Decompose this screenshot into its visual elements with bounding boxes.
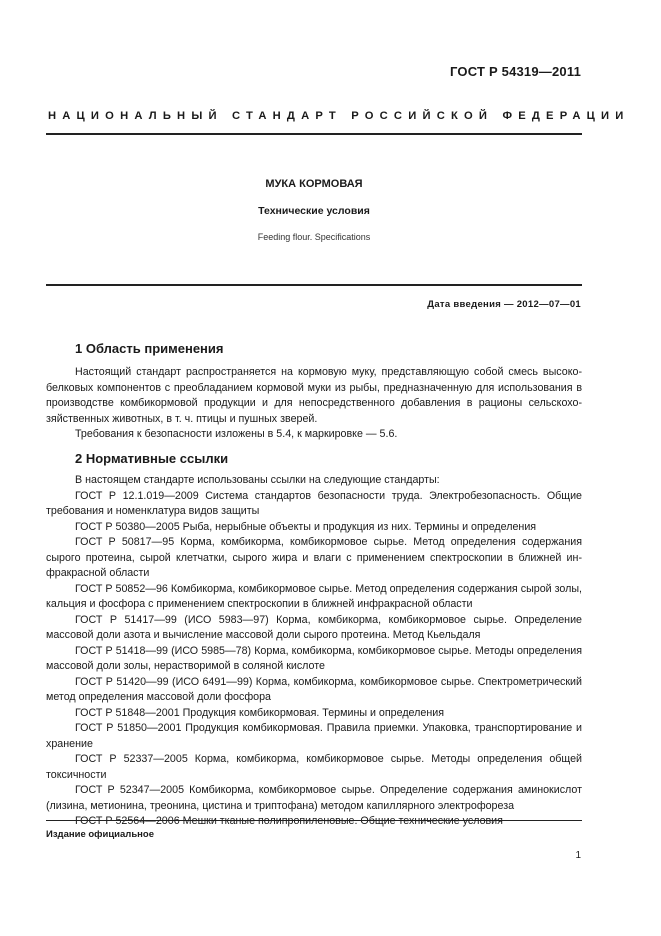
- reference-item: ГОСТ Р 51848—2001 Продукция комбикормовая. Термины и определения: [75, 706, 444, 719]
- footer-divider: [46, 820, 582, 821]
- official-publication-label: Издание официальное: [46, 829, 154, 840]
- reference-item: ГОСТ Р 51850—2001 Продукция комбикормовая. Правила приемки. Упаковка, транспортирование и хранение: [46, 722, 582, 750]
- reference-item: ГОСТ Р 52347—2005 Комбикорма, комбикормовое сырье. Определение содержания аминокислот (лизина, метионина, треонина, цистина и триптофана) методом капиллярного электрофореза: [46, 784, 582, 812]
- national-standard-banner: НАЦИОНАЛЬНЫЙ СТАНДАРТ РОССИЙСКОЙ ФЕДЕРАЦИИ: [48, 110, 630, 122]
- document-title: МУКА КОРМОВАЯ: [265, 178, 363, 190]
- paragraph: Настоящий стандарт распространяется на кормовую муку, представляющую собой смесь высокобелковых компонентов с преобладанием кормовой муки из рыбы, предназначенную для использования в производстве комбикормовой продукции и для непосредственного добавления в рационы сельскохозяйственных животных, в т. ч. птицы и пушных зверей.: [46, 366, 582, 425]
- reference-item: ГОСТ Р 12.1.019—2009 Система стандартов безопасности труда. Электробезопасность. Общие требования и номенклатура видов защиты: [46, 489, 582, 517]
- header-divider: [46, 133, 582, 135]
- reference-item: ГОСТ Р 50817—95 Корма, комбикорма, комбикормовое сырье. Метод определения содержания сырого протеина, сырой клетчатки, сырого жира и влаги с применением спектроскопии в ближней инфракрасной области: [46, 536, 582, 579]
- reference-item: ГОСТ Р 52337—2005 Корма, комбикорма, комбикормовое сырье. Методы определения общей токсичности: [46, 753, 582, 781]
- introduction-date: Дата введения — 2012—07—01: [427, 299, 581, 310]
- reference-item: ГОСТ Р 51418—99 (ИСО 5985—78) Корма, комбикорма, комбикормовое сырье. Методы определения массовой доли золы, нерастворимой в соляной кислоте: [46, 644, 582, 672]
- paragraph: В настоящем стандарте использованы ссылки на следующие стандарты:: [75, 474, 440, 486]
- reference-item: ГОСТ Р 50380—2005 Рыба, нерыбные объекты и продукция из них. Термины и определения: [75, 520, 537, 533]
- section-1-heading: 1 Область применения: [75, 341, 224, 356]
- english-title: Feeding flour. Specifications: [257, 232, 371, 242]
- section-2-body: [46, 473, 582, 830]
- reference-item: ГОСТ Р 51417—99 (ИСО 5983—97) Корма, комбикорма, комбикормовое сырье. Определение массовой доли азота и вычисление массовой доли сырого протеина. Метод Кьельдаля: [46, 613, 582, 641]
- reference-item: ГОСТ Р 52564—2006 Мешки тканые полипропиленовые. Общие технические условия: [75, 815, 503, 827]
- reference-item: ГОСТ Р 51420—99 (ИСО 6491—99) Корма, комбикорма, комбикормовое сырье. Спектрометрический метод определения массовой доли фосфора: [46, 675, 582, 703]
- reference-item: ГОСТ Р 50852—96 Комбикорма, комбикормовое сырье. Метод определения содержания сырой золы, кальция и фосфора с применением спектроскопии в ближней инфракрасной области: [46, 582, 582, 610]
- document-subtitle: Технические условия: [258, 205, 370, 217]
- section-1-body: [46, 365, 582, 443]
- page-number: 1: [575, 850, 581, 861]
- paragraph: Требования к безопасности изложены в 5.4, к маркировке — 5.6.: [75, 428, 398, 440]
- section-2-heading: 2 Нормативные ссылки: [75, 451, 229, 466]
- title-divider: [46, 284, 582, 286]
- document-code: ГОСТ Р 54319—2011: [450, 64, 581, 79]
